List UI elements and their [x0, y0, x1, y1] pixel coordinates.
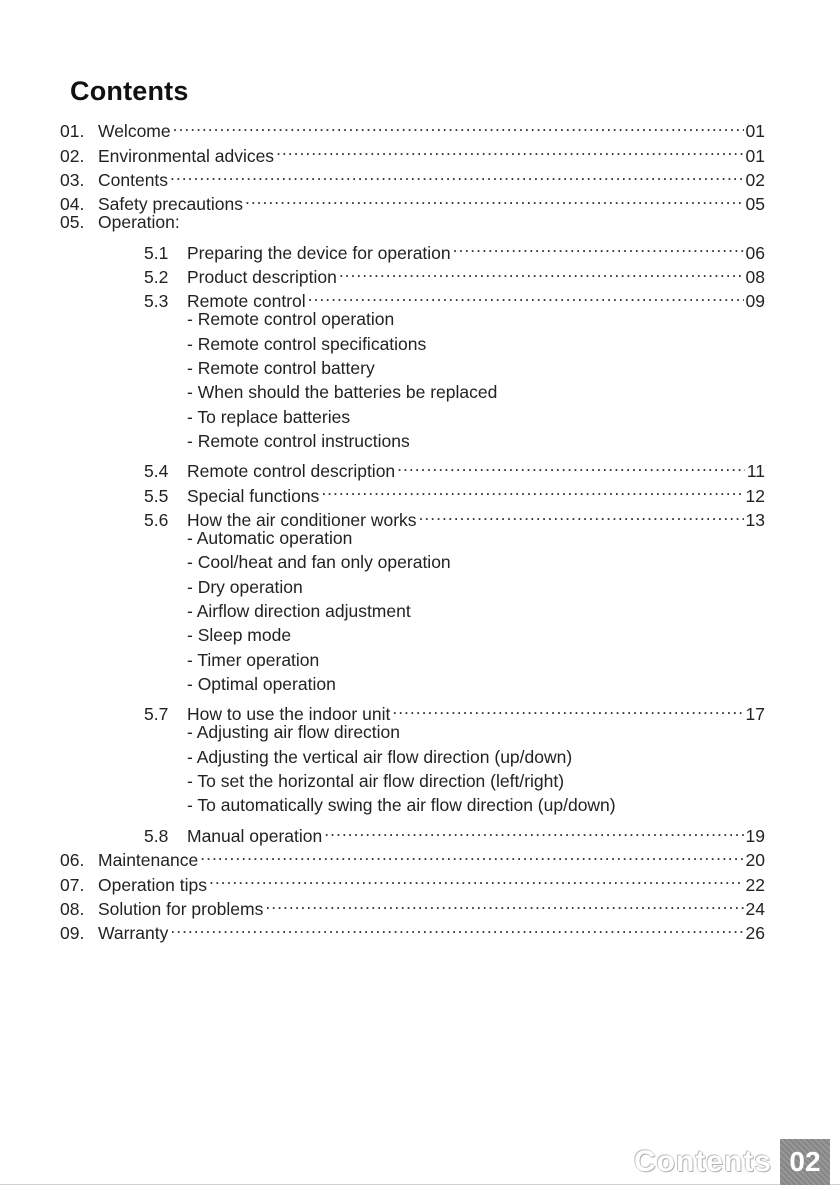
toc-entry-label: Product description: [187, 267, 337, 288]
toc-entry-label: Remote control: [187, 291, 306, 312]
toc-dot-leader: [173, 113, 744, 137]
toc-entry-label: - Airflow direction adjustment: [187, 600, 411, 621]
toc-entry-label: - Cool/heat and fan only operation: [187, 552, 451, 573]
toc-entry-label: Contents: [98, 169, 169, 190]
toc-entry[interactable]: [60, 599, 765, 623]
toc-entry[interactable]: [60, 429, 765, 453]
toc-entry-label: - To replace batteries: [187, 406, 351, 427]
toc-entry[interactable]: [60, 575, 765, 599]
toc-entry-label: Preparing the device for operation: [187, 242, 451, 263]
toc-entry-label: Solution for problems: [98, 898, 264, 919]
toc-entry[interactable]: [60, 745, 765, 769]
toc-entry-number: 5.1: [144, 242, 169, 263]
toc-dot-leader: [397, 453, 745, 477]
toc-dot-leader: [419, 502, 744, 526]
toc-entry-page: 24: [745, 898, 765, 919]
toc-entry-label: - Remote control instructions: [187, 430, 410, 451]
toc-dot-leader: [308, 283, 744, 307]
toc-entry-label: How the air conditioner works: [187, 510, 417, 531]
toc-entry-label: - Remote control operation: [187, 309, 395, 330]
toc-dot-leader: [324, 818, 743, 842]
toc-entry-number: 02.: [60, 145, 85, 166]
toc-entry[interactable]: [60, 113, 765, 142]
toc-dot-leader: [170, 162, 743, 186]
toc-entry[interactable]: [60, 818, 765, 846]
toc-entry-label: Operation tips: [98, 874, 207, 895]
page-footer: [634, 1139, 830, 1185]
toc-entry[interactable]: [60, 550, 765, 574]
toc-entry-label: - To set the horizontal air flow direction (left/right): [187, 771, 565, 792]
table-of-contents: [60, 113, 765, 944]
toc-entry[interactable]: [60, 210, 765, 234]
toc-entry-label: Environmental advices: [98, 145, 275, 166]
toc-entry-number: 5.8: [144, 825, 169, 846]
toc-entry-label: - To automatically swing the air flow direction (up/down): [187, 795, 616, 816]
toc-dot-leader: [453, 234, 744, 258]
toc-entry-number: 05.: [60, 212, 85, 233]
toc-dot-leader: [321, 477, 743, 501]
toc-entry-number: 5.6: [144, 510, 169, 531]
toc-entry-label: - Remote control specifications: [187, 333, 427, 354]
toc-entry-page: 02: [745, 169, 765, 190]
toc-entry-label: Manual operation: [187, 825, 323, 846]
toc-dot-leader: [170, 915, 743, 939]
toc-entry-label: Safety precautions: [98, 194, 243, 215]
footer-page-number: 02: [780, 1139, 830, 1185]
toc-entry-number: 5.2: [144, 267, 169, 288]
toc-entry[interactable]: [60, 453, 765, 482]
toc-entry-number: 08.: [60, 898, 85, 919]
toc-dot-leader: [200, 842, 743, 866]
toc-entry-label: Operation:: [98, 212, 180, 233]
toc-dot-leader: [392, 696, 743, 720]
page-title: Contents: [70, 76, 189, 107]
toc-entry-number: 09.: [60, 923, 85, 944]
toc-entry-label: Remote control description: [187, 461, 396, 482]
toc-entry-label: Welcome: [98, 121, 171, 142]
toc-entry-label: - Remote control battery: [187, 357, 375, 378]
toc-entry-page: 05: [745, 194, 765, 215]
toc-entry-page: 20: [745, 850, 765, 871]
toc-entry-page: 01: [745, 121, 765, 142]
toc-entry-label: How to use the indoor unit: [187, 704, 391, 725]
toc-entry-page: 26: [745, 923, 765, 944]
toc-entry-label: - When should the batteries be replaced: [187, 382, 498, 403]
toc-entry[interactable]: [60, 234, 765, 263]
toc-entry-label: Warranty: [98, 923, 169, 944]
toc-entry-number: 5.3: [144, 291, 169, 312]
toc-dot-leader: [276, 137, 743, 161]
toc-entry-number: 01.: [60, 121, 85, 142]
toc-entry[interactable]: [60, 648, 765, 672]
toc-entry-page: 13: [745, 510, 765, 531]
toc-entry-page: 01: [745, 145, 765, 166]
toc-entry-number: 04.: [60, 194, 85, 215]
toc-entry[interactable]: [60, 696, 765, 725]
toc-entry-label: Maintenance: [98, 850, 199, 871]
toc-entry-page: 11: [746, 461, 765, 482]
toc-entry-label: - Optimal operation: [187, 673, 336, 694]
toc-dot-leader: [339, 259, 744, 283]
toc-entry[interactable]: [60, 623, 765, 647]
footer-section-label: Contents: [634, 1145, 772, 1178]
toc-entry[interactable]: [60, 380, 765, 404]
toc-entry-number: 07.: [60, 874, 85, 895]
toc-entry[interactable]: [60, 356, 765, 380]
toc-entry-number: 03.: [60, 169, 85, 190]
toc-entry-page: 19: [745, 825, 765, 846]
toc-entry-label: - Sleep mode: [187, 625, 292, 646]
toc-entry-label: - Adjusting the vertical air flow direction (up/down): [187, 746, 573, 767]
toc-entry[interactable]: [60, 672, 765, 696]
toc-entry-number: 5.5: [144, 485, 169, 506]
toc-dot-leader: [209, 866, 744, 890]
toc-entry-number: 5.4: [144, 461, 169, 482]
toc-entry-page: 22: [745, 874, 765, 895]
toc-entry-label: Special functions: [187, 485, 320, 506]
toc-entry[interactable]: [60, 793, 765, 817]
toc-entry-page: 06: [745, 242, 765, 263]
toc-entry-label: - Automatic operation: [187, 528, 353, 549]
toc-entry-label: - Timer operation: [187, 649, 320, 670]
toc-entry[interactable]: [60, 332, 765, 356]
toc-entry-number: 06.: [60, 850, 85, 871]
toc-dot-leader: [265, 891, 743, 915]
toc-entry-number: 5.7: [144, 704, 169, 725]
toc-entry-page: 12: [745, 485, 765, 506]
toc-entry-page: 08: [745, 267, 765, 288]
toc-entry-label: - Dry operation: [187, 576, 303, 597]
toc-entry-page: 17: [745, 704, 765, 725]
toc-entry[interactable]: [60, 769, 765, 793]
toc-entry[interactable]: [60, 405, 765, 429]
toc-entry-label: - Adjusting air flow direction: [187, 722, 401, 743]
toc-dot-leader: [245, 186, 744, 210]
toc-entry-page: 09: [745, 291, 765, 312]
